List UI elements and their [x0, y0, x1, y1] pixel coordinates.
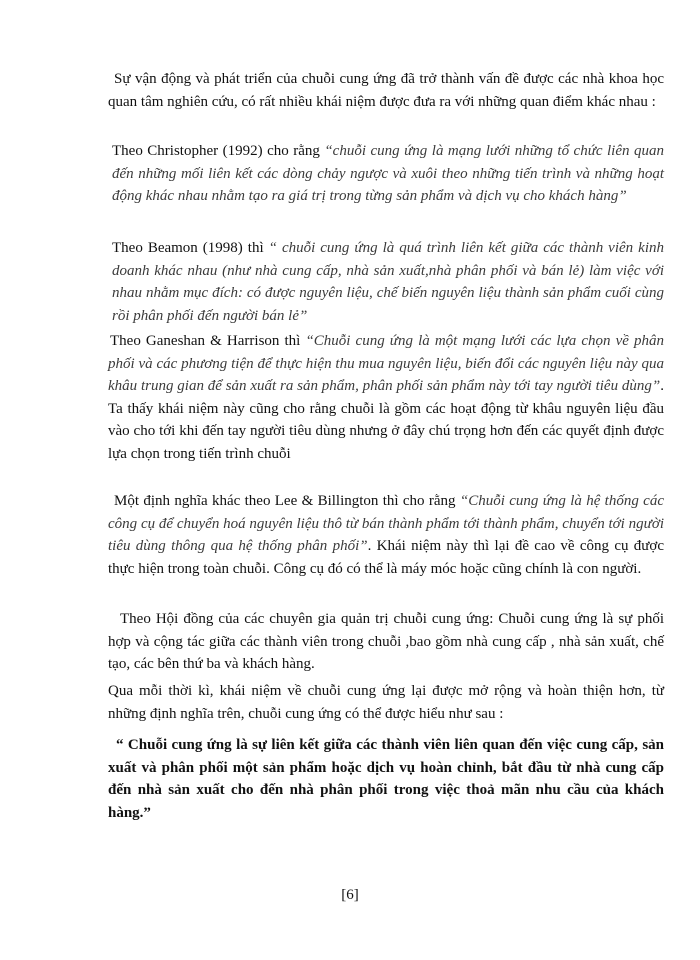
page-number: [6]: [341, 887, 359, 903]
definition-text: “ Chuỗi cung ứng là sự liên kết giữa các thành viên liên quan đến việc cung cấp, sản xuất và phân phối một sản phẩm hoặc dịch vụ hoàn chỉnh, bắt đầu từ nhà cung cấp đến nhà sản xuất cho đến nhà phân phối trong việc thoả mãn nhu cầu của khách hàng.”: [108, 737, 664, 821]
beamon-lead: Theo Beamon (1998) thì: [112, 240, 269, 256]
lee-lead: Một định nghĩa khác theo Lee & Billington thì cho rằng: [114, 493, 460, 509]
beamon-paragraph: [112, 237, 664, 327]
council-text: Theo Hội đồng của các chuyên gia quản trị chuỗi cung ứng: Chuỗi cung ứng là sự phối hợp và cộng tác giữa các thành viên trong chuỗi ,bao gồm nhà cung cấp , nhà sản xuất, chế tạo, các bên thứ ba và khách hàng.: [108, 611, 664, 672]
lee-quote: “Chuỗi cung ứng là hệ thống các công cụ để chuyển hoá nguyên liệu thô từ bán thành phẩm tới thành phẩm, chuyển tới người tiêu dùng thông qua hệ thống phân phối”: [108, 493, 664, 554]
ganeshan-lead: Theo Ganeshan & Harrison thì: [110, 333, 306, 349]
beamon-quote: “ chuỗi cung ứng là quá trình liên kết giữa các thành viên kinh doanh khác nhau (như nhà cung cấp, nhà sản xuất,nhà phân phối và bán lẻ) làm việc với nhau nhằm mục đích: có được nguyên liệu, chế biến nguyên liệu thành sản phẩm cuối cùng rồi phân phối đến người bán lẻ”: [112, 240, 664, 324]
ganeshan-tail: . Ta thấy khái niệm này cũng cho rằng chuỗi là gồm các hoạt động từ khâu nguyên liệu đầu vào cho tới khi đến tay người tiêu dùng nhưng ở đây chú trọng hơn đến các quyết định được lựa chọn trong tiến trình chuỗi: [108, 378, 664, 462]
christopher-quote: “chuỗi cung ứng là mạng lưới những tổ chức liên quan đến những mối liên kết các dòng chảy ngược và xuôi theo những tiến trình và những hoạt động khác nhau nhằm tạo ra giá trị trong từng sản phẩm và dịch vụ cho khách hàng”: [112, 143, 664, 204]
council-paragraph: [108, 608, 664, 676]
ganeshan-paragraph: [108, 330, 664, 465]
expansion-paragraph: [108, 680, 664, 725]
christopher-lead: Theo Christopher (1992) cho rằng: [112, 143, 325, 159]
definition-paragraph: [108, 734, 664, 824]
christopher-paragraph: [112, 140, 664, 208]
intro-paragraph: [108, 68, 664, 113]
lee-paragraph: [108, 490, 664, 580]
intro-text: Sự vận động và phát triển của chuỗi cung ứng đã trở thành vấn đề được các nhà khoa học quan tâm nghiên cứu, có rất nhiều khái niệm được đưa ra với những quan điểm khác nhau :: [108, 71, 664, 110]
lee-tail: . Khái niệm này thì lại đề cao về công cụ được thực hiện trong toàn chuỗi. Công cụ đó có thể là máy móc hoặc cũng chính là con người.: [108, 538, 664, 577]
expansion-text: Qua mỗi thời kì, khái niệm về chuỗi cung ứng lại được mở rộng và hoàn thiện hơn, từ những định nghĩa trên, chuỗi cung ứng có thể được hiểu như sau :: [108, 683, 664, 722]
ganeshan-quote: “Chuỗi cung ứng là một mạng lưới các lựa chọn về phân phối và các phương tiện để thực hiện thu mua nguyên liệu, biến đổi các nguyên liệu này qua khâu trung gian để sản xuất ra sản phẩm, phân phối sản phẩm này tới tay người tiêu dùng”: [108, 333, 665, 394]
